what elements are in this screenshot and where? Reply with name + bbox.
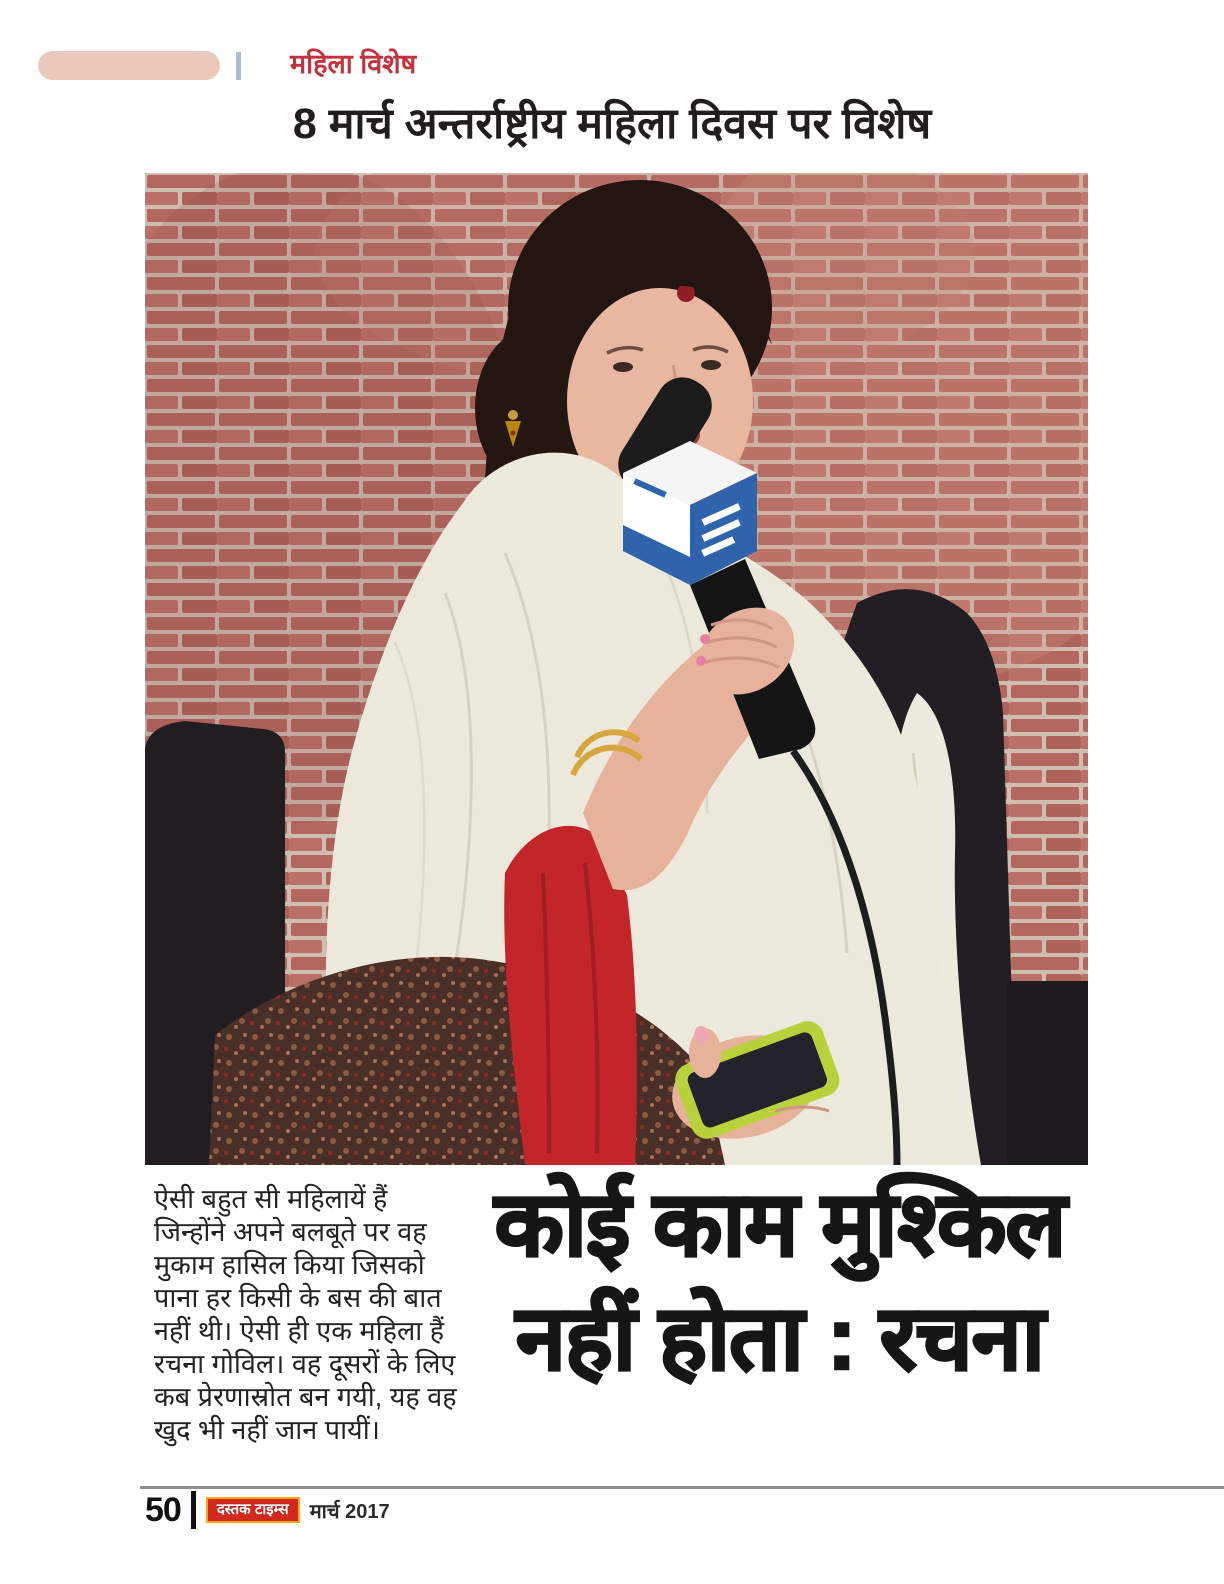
intro-line: ऐसी बहुत सी महिलायें हैं xyxy=(154,1184,388,1214)
footer-rule xyxy=(140,1486,1224,1489)
main-headline xyxy=(440,1168,1120,1396)
page-number: 50 xyxy=(145,1490,181,1529)
intro-paragraph xyxy=(154,1183,466,1447)
intro-line: खुद भी नहीं जान पायीं। xyxy=(154,1415,380,1445)
header-divider xyxy=(236,52,241,80)
footer xyxy=(145,1490,390,1530)
issue-date: मार्च 2017 xyxy=(309,1500,390,1523)
intro-line: कब प्रेरणास्रोत बन गयी, यह वह xyxy=(154,1382,457,1412)
intro-line: जिन्होंने अपने बलबूते पर वह xyxy=(154,1217,427,1247)
main-headline-line2: नहीं होता : रचना xyxy=(516,1289,1044,1389)
intro-line: नहीं थी। ऐसी ही एक महिला हैं xyxy=(154,1316,445,1346)
main-headline-line1: कोई काम मुश्किल xyxy=(494,1175,1066,1275)
intro-line: मुकाम हासिल किया जिसको xyxy=(154,1250,425,1280)
masthead-pill xyxy=(38,51,220,80)
intro-line: रचना गोविल। वह दूसरों के लिए xyxy=(154,1349,456,1379)
magazine-logo: दस्तक टाइम्स xyxy=(206,1497,300,1523)
section-label: महिला विशेष xyxy=(290,49,417,79)
kicker-headline: 8 मार्च अन्तर्राष्ट्रीय महिला दिवस पर विशेष xyxy=(292,100,932,148)
footer-divider-bar xyxy=(191,1491,196,1529)
interview-photo xyxy=(145,173,1088,1165)
intro-line: पाना हर किसी के बस की बात xyxy=(154,1283,442,1313)
photo-illustration xyxy=(145,173,1088,1165)
